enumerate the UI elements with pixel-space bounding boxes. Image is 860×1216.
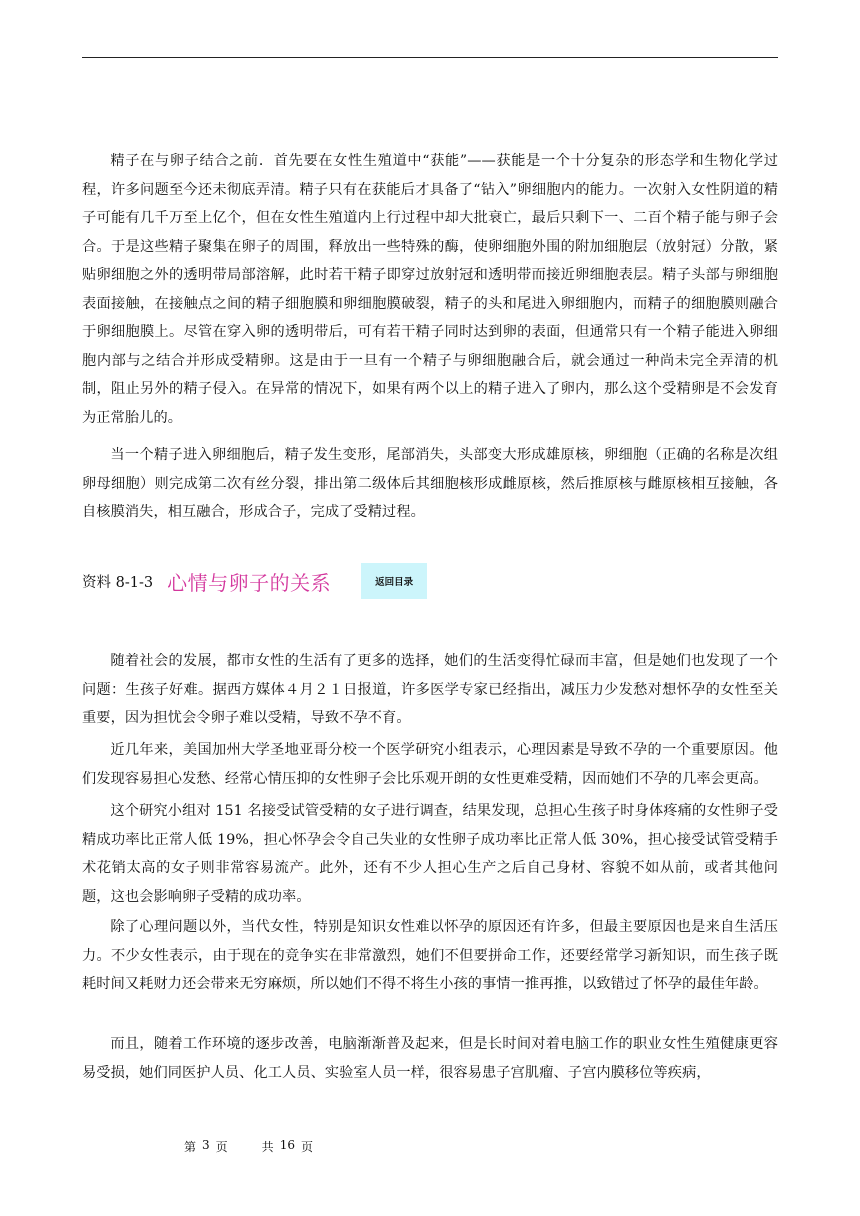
body-paragraph-4: 近几年来，美国加州大学圣地亚哥分校一个医学研究小组表示，心理因素是导致不孕的一个重要原因。他们发现容易担心发愁、经常心情压抑的女性卵子会比乐观开朗的女性更难受精，因而她们不孕的几率会更高。 [82, 742, 778, 787]
body-paragraph-7: 而且，随着工作环境的逐步改善，电脑渐渐普及起来，但是长时间对着电脑工作的职业女性生殖健康更容易受损，她们同医护人员、化工人员、实验室人员一样，很容易患子宫肌瘤、子宫内膜移位等疾病， [82, 1036, 778, 1081]
footer-page-total: 16 [279, 1138, 295, 1152]
header-rule [82, 57, 778, 58]
section-title: 心情与卵子的关系 [167, 570, 332, 595]
footer-page-prefix: 第 [184, 1140, 197, 1154]
body-paragraph-1: 精子在与卵子结合之前．首先要在女性生殖道中“获能”——获能是一个十分复杂的形态学和生物化学过程，许多问题至今还未彻底弄清。精子只有在获能后才具备了“钻入”卵细胞内的能力。一次射入女性阴道的精子可能有几千万至上亿个，但在女性生殖道内上行过程中却大批衰亡，最后只剩下一、二百个精子能与卵子会合。于是这些精子聚集在卵子的周围，释放出一些特殊的酶，使卵细胞外围的附加细胞层（放射冠）分散，紧贴卵细胞之外的透明带局部溶解，此时若干精子即穿过放射冠和透明带而接近卵细胞表层。精子头部与卵细胞表面接触，在接触点之间的精子细胞膜和卵细胞膜破裂，精子的头和尾进入卵细胞内，而精子的细胞膜则融合于卵细胞膜上。尽管在穿入卵的透明带后，可有若干精子同时达到卵的表面，但通常只有一个精子能进入卵细胞内部与之结合并形成受精卵。这是由于一旦有一个精子与卵细胞融合后，就会通过一种尚未完全弄清的机制，阻止另外的精子侵入。在异常的情况下，如果有两个以上的精子进入了卵内，那么这个受精卵是不会发育为正常胎儿的。 [82, 153, 778, 426]
footer-page-suffix: 页 [215, 1140, 228, 1154]
body-paragraph-5: 这个研究小组对 151 名接受试管受精的女子进行调查，结果发现，总担心生孩子时身体疼痛的女性卵子受精成功率比正常人低 19%，担心怀孕会令自己失业的女性卵子成功率比正常人低 30%，担心接受试管受精手术花销太高的女子则非常容易流产。此外，还有不少人担心生产之后自己身材、容貌不如从前，或者其他问题，这也会影响卵子受精的成功率。 [82, 803, 778, 905]
section-heading [82, 563, 427, 599]
back-to-toc-button[interactable]: 返回目录 [361, 563, 427, 599]
footer-total-prefix: 共 [261, 1140, 274, 1154]
section-code: 资料 8-1-3 [82, 574, 154, 591]
footer-total-suffix: 页 [300, 1140, 313, 1154]
footer-page-current: 3 [202, 1138, 210, 1152]
page-footer [184, 1138, 313, 1155]
body-paragraph-3: 随着社会的发展，都市女性的生活有了更多的选择，她们的生活变得忙碌而丰富，但是她们也发现了一个问题：生孩子好难。据西方媒体４月２１日报道，许多医学专家已经指出，减压力少发愁对想怀孕的女性至关重要，因为担忧会令卵子难以受精，导致不孕不育。 [82, 653, 778, 726]
body-paragraph-6: 除了心理问题以外，当代女性，特别是知识女性难以怀孕的原因还有许多，但最主要原因也是来自生活压力。不少女性表示，由于现在的竞争实在非常激烈，她们不但要拼命工作，还要经常学习新知识，而生孩子既耗时间又耗财力还会带来无穷麻烦，所以她们不得不将生小孩的事情一推再推，以致错过了怀孕的最佳年龄。 [82, 919, 778, 992]
body-paragraph-2: 当一个精子进入卵细胞后，精子发生变形，尾部消失，头部变大形成雄原核，卵细胞（正确的名称是次组卵母细胞）则完成第二次有丝分裂，排出第二级体后其细胞核形成雌原核，然后推原核与雌原核相互接触，各自核膜消失，相互融合，形成合子，完成了受精过程。 [82, 447, 778, 520]
